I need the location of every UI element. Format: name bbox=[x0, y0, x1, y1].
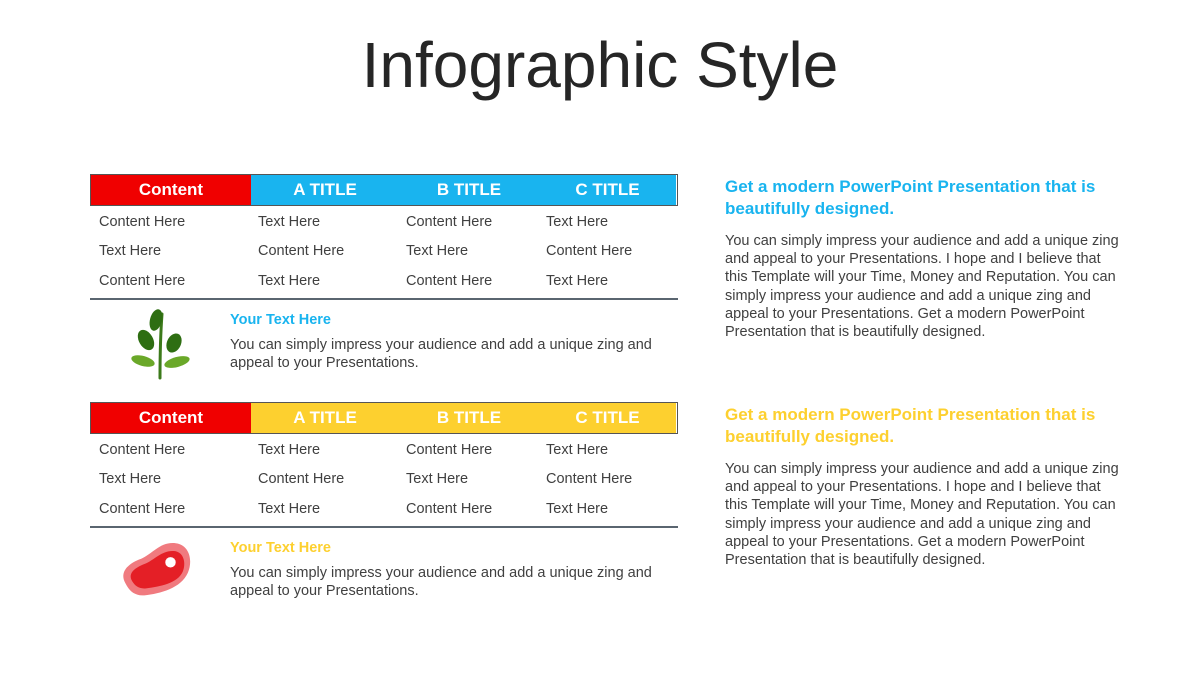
table-cell: Text Here bbox=[406, 243, 469, 260]
side-panel-2 bbox=[725, 404, 1125, 569]
table-cell: Text Here bbox=[546, 213, 609, 230]
note-title: Your Text Here bbox=[230, 311, 331, 328]
note-title: Your Text Here bbox=[230, 539, 331, 556]
header-cell-a-title: A TITLE bbox=[251, 175, 399, 205]
page-title: Infographic Style bbox=[361, 29, 839, 101]
table-cell: Text Here bbox=[99, 243, 162, 260]
table-cell: Content Here bbox=[99, 213, 186, 230]
table-cell: Content Here bbox=[406, 213, 493, 230]
header-cell-a-title: A TITLE bbox=[251, 403, 399, 433]
table-cell: Text Here bbox=[406, 471, 469, 488]
table-body bbox=[90, 434, 678, 528]
table-cell: Text Here bbox=[546, 441, 609, 458]
header-cell-b-title: B TITLE bbox=[399, 175, 539, 205]
header-cell-b-title: B TITLE bbox=[399, 403, 539, 433]
side-panel-1 bbox=[725, 176, 1125, 341]
header-cell-c-title: C TITLE bbox=[539, 403, 676, 433]
table-cell: Content Here bbox=[406, 272, 493, 289]
note-body: You can simply impress your audience and add a unique zing and appeal to your Presentations. bbox=[230, 564, 652, 599]
table-row bbox=[90, 435, 678, 465]
table-cell: Text Here bbox=[258, 213, 321, 230]
side-panel-title: Get a modern PowerPoint Presentation that is beautifully designed. bbox=[725, 405, 1096, 446]
table-cell: Text Here bbox=[258, 441, 321, 458]
table-row bbox=[90, 465, 678, 495]
side-panel-body: You can simply impress your audience and add a unique zing and appeal to your Presentations. I hope and I believe that this Template will your Time, Money and Reputation. You can simply impress your audience and add a unique zing and appeal to your Presentations. Get a modern PowerPoint Presentation that is beautifully designed. bbox=[725, 233, 1119, 341]
table-row bbox=[90, 266, 678, 296]
note-section bbox=[90, 300, 678, 400]
table-cell: Text Here bbox=[99, 471, 162, 488]
header-cell-content: Content bbox=[91, 175, 251, 205]
header-cell-content: Content bbox=[91, 403, 251, 433]
table-cell: Text Here bbox=[546, 272, 609, 289]
table-row bbox=[90, 237, 678, 267]
table-cell: Content Here bbox=[258, 243, 345, 260]
table-row bbox=[90, 207, 678, 237]
table-block-2 bbox=[90, 402, 678, 628]
table-row bbox=[90, 494, 678, 524]
table-cell: Text Here bbox=[546, 500, 609, 517]
header-cell-c-title: C TITLE bbox=[539, 175, 676, 205]
table-cell: Content Here bbox=[546, 243, 633, 260]
table-header bbox=[90, 174, 678, 206]
table-cell: Content Here bbox=[258, 471, 345, 488]
table-body bbox=[90, 206, 678, 300]
table-cell: Content Here bbox=[406, 441, 493, 458]
note-section bbox=[90, 528, 678, 628]
table-cell: Content Here bbox=[406, 500, 493, 517]
table-cell: Text Here bbox=[258, 500, 321, 517]
table-cell: Content Here bbox=[99, 272, 186, 289]
table-header bbox=[90, 402, 678, 434]
side-panel-title: Get a modern PowerPoint Presentation that is beautifully designed. bbox=[725, 177, 1096, 218]
plant-icon bbox=[126, 306, 196, 382]
side-panel-body: You can simply impress your audience and add a unique zing and appeal to your Presentations. I hope and I believe that this Template will your Time, Money and Reputation. You can simply impress your audience and add a unique zing and appeal to your Presentations. Get a modern PowerPoint Presentation that is beautifully designed. bbox=[725, 461, 1119, 569]
meat-steak-icon bbox=[110, 538, 198, 604]
table-cell: Content Here bbox=[99, 500, 186, 517]
note-body: You can simply impress your audience and add a unique zing and appeal to your Presentations. bbox=[230, 336, 652, 371]
table-cell: Content Here bbox=[546, 471, 633, 488]
table-block-1 bbox=[90, 174, 678, 400]
table-cell: Content Here bbox=[99, 441, 186, 458]
table-cell: Text Here bbox=[258, 272, 321, 289]
